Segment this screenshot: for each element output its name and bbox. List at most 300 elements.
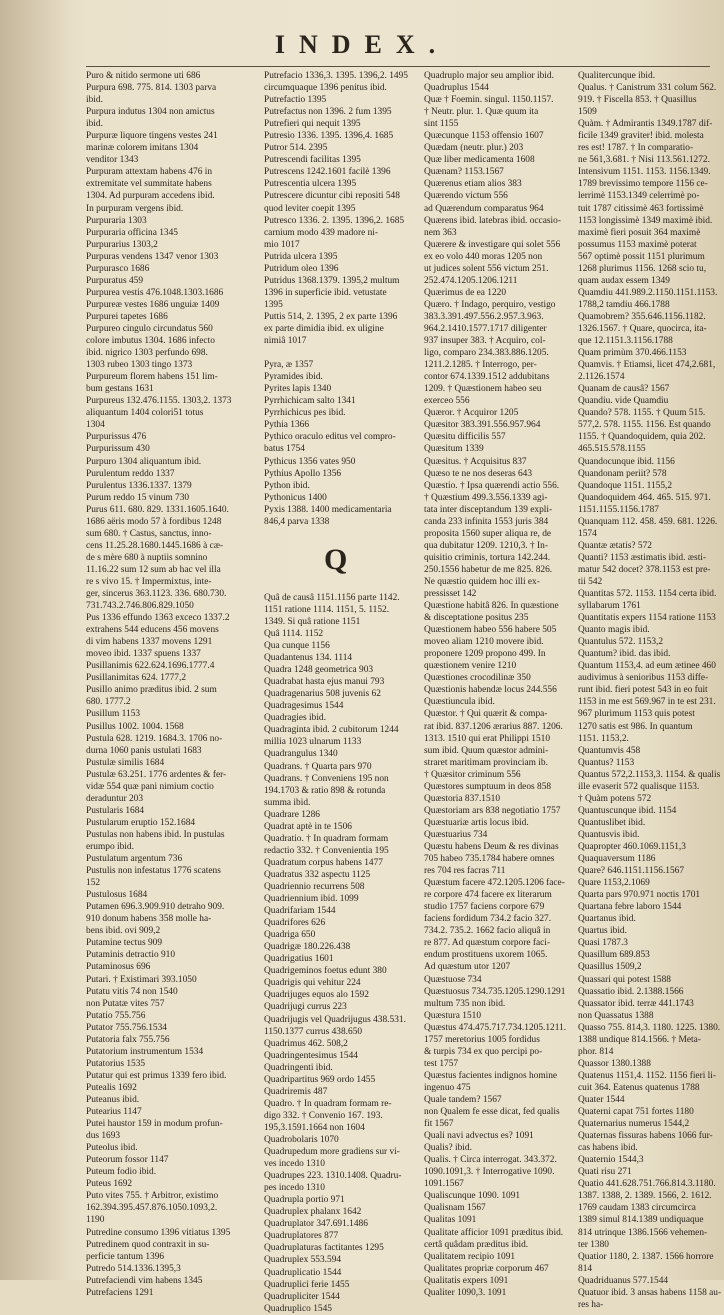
index-entry: Quadrimus 462. 508,2: [264, 1038, 348, 1049]
index-entry: Quanti? 1153 æstimatis ibid. æsti-: [578, 552, 707, 563]
index-entry: 577,2. 578. 1155. 1156. Est quando: [578, 420, 711, 431]
index-entry: Quærere & investigare qui solet 556: [424, 239, 561, 250]
index-entry: rat ibid. 837.1206 ærarius 887. 1206.: [424, 721, 563, 732]
index-entry: Quantitatis expers 1154 ratione 1153: [578, 613, 716, 624]
index-entry: mio 1017: [264, 239, 300, 250]
index-entry: Quadriduanus 577.1544: [578, 1275, 669, 1286]
index-entry: Pyrrhichicam salto 1341: [264, 396, 356, 407]
index-entry: Quadrupes 223. 1310.1408. Quadru-: [264, 1171, 402, 1182]
index-entry: Putrefactio 1395: [264, 95, 327, 106]
index-entry: 1509: [578, 107, 597, 118]
index-entry: [264, 347, 418, 359]
index-entry: Putari. † Existimari 393.1050: [86, 974, 197, 985]
index-entry: pressisset 142: [424, 589, 477, 600]
index-entry: Quadruplaturas factitantes 1295: [264, 1243, 384, 1254]
index-entry: de s mère 680 à nuptiis somnino: [86, 552, 208, 563]
index-entry: Putredine consumo 1396 vitiatus 1395: [86, 1227, 231, 1238]
index-entry: Pyra, æ 1357: [264, 360, 314, 371]
index-entry: Putaminis detractio 910: [86, 950, 176, 961]
index-entry: Quadrabat hasta ejus manui 793: [264, 677, 385, 688]
index-entry: Quaterni capat 751 fortes 1180: [578, 1107, 694, 1118]
index-entry: ter 1380: [578, 1239, 609, 1250]
index-entry: ingenuo 475: [424, 1082, 471, 1093]
index-entry: Putror 514. 2395: [264, 143, 328, 154]
index-entry: Pustulis non infestatus 1776 scatens: [86, 866, 221, 877]
index-entry: Quæstuariæ artis locus ibid.: [424, 817, 529, 828]
index-entry: Pythicus 1356 vates 950: [264, 456, 356, 467]
index-entry: Quæro. † Indago, perquiro, vestigo: [424, 299, 556, 310]
index-entry: Quadrigæ 180.226.438: [264, 942, 351, 953]
index-entry: Putatio 755.756: [86, 1010, 146, 1021]
index-entry: Pythonicus 1400: [264, 492, 327, 503]
index-entry: Quadrigeminos foetus edunt 380: [264, 966, 387, 977]
index-entry: audivimus à senioribus 1153 diffe-: [578, 673, 709, 684]
index-entry: Putrida ulcera 1395: [264, 251, 338, 262]
index-entry: non Qualem fe esse dicat, fed qualis: [424, 1107, 560, 1118]
index-entry: Pythia 1366: [264, 420, 310, 431]
index-entry: Quâ 1114. 1152: [264, 629, 324, 640]
index-entry: circumquaque 1396 penitus ibid.: [264, 83, 387, 94]
index-entry: Purpurissus 476: [86, 432, 147, 443]
index-entry: Intensivum 1151. 1153. 1156.1349.: [578, 167, 711, 178]
index-entry: 252.474.1205.1206.1211: [424, 275, 518, 286]
index-entry: Quamobrem? 355.646.1156.1182.: [578, 311, 706, 322]
index-entry: Quadraginta ibid. 2 cubitorum 1244: [264, 725, 399, 736]
index-entry: Pus 1336 effundo 1363 exceco 1337.2: [86, 613, 230, 624]
index-entry: Quæstione habitâ 826. In quæstione: [424, 601, 559, 612]
index-entry: Quarta pars 970.971 noctis 1701: [578, 890, 701, 901]
page-margin-shadow: [0, 0, 70, 1280]
index-entry: Quæstoriam ars 838 negotiatio 1757: [424, 805, 561, 816]
index-entry: 734.2. 735.2. 1662 facio aliquâ in: [424, 926, 551, 937]
index-entry: Quandoquidem 464. 465. 515. 971.: [578, 492, 711, 503]
index-entry: faciens fordidum 734.2 facio 327.: [424, 914, 552, 925]
index-entry: Quadrijugi currus 223: [264, 1002, 347, 1013]
index-entry: 1268 plurimus 1156. 1268 scio tu,: [578, 263, 707, 274]
index-entry: Quadrifores 626: [264, 918, 326, 929]
index-entry: Purpureus 132.476.1155. 1303,2. 1373: [86, 396, 232, 407]
index-entry: certâ quâdam præditus ibid.: [424, 1239, 529, 1250]
index-entry: Putresco 1336. 2. 1395. 1396,2. 1685: [264, 215, 405, 226]
section-letter-q: Q: [324, 542, 348, 576]
index-entry: Quæstores sumptuum in deos 858: [424, 781, 552, 792]
index-entry: Quænam? 1153.1567: [424, 167, 504, 178]
index-entry: Quadrigatius 1601: [264, 954, 334, 965]
index-entry: Qualitatis expers 1091: [424, 1275, 509, 1286]
index-column-1: [86, 70, 262, 1298]
index-entry: Quadruplici ferie 1455: [264, 1279, 350, 1290]
index-entry: 1211.2.1285. † Interrogo, per-: [424, 360, 537, 371]
index-entry: 1313. 1510 qui erat Philippi 1510: [424, 733, 551, 744]
index-entry: quod leviter coepit 1395: [264, 203, 356, 214]
index-entry: Purpura indutus 1304 non amictus: [86, 107, 215, 118]
index-entry: ad Quærendum comparatus 964: [424, 203, 544, 214]
index-entry: 910 donum habens 358 molle ha-: [86, 914, 212, 925]
index-entry: Quadrans. † Quarta pars 970: [264, 761, 372, 772]
index-entry: Quadruplatores 877: [264, 1231, 339, 1242]
index-column-4: [578, 70, 722, 1310]
index-entry: Quadantenus 134. 1114: [264, 653, 353, 664]
index-entry: vidæ 554 quæ pani nimium coctio: [86, 781, 214, 792]
index-entry: Puteorum fossor 1147: [86, 1155, 169, 1166]
index-entry: Quæstoria 837.1510: [424, 793, 501, 804]
index-entry: Puteum fodio ibid.: [86, 1167, 157, 1178]
index-entry: Quadringentesimus 1544: [264, 1050, 358, 1061]
index-entry: Quadrangulus 1340: [264, 749, 338, 760]
index-entry: carnium modo 439 madore ni-: [264, 227, 379, 238]
index-entry: Quasi 1787.3: [578, 938, 628, 949]
index-entry: Quadratum corpus habens 1477: [264, 857, 383, 868]
index-entry: Quantus? 1153: [578, 757, 635, 768]
index-entry: Putridus 1368.1379. 1395,2 multum: [264, 275, 400, 286]
index-entry: bum gestans 1631: [86, 384, 154, 395]
index-entry: 1151.1155.1156.1787: [578, 504, 659, 515]
index-entry: Putamen 696.3.909.910 detraho 909.: [86, 902, 225, 913]
index-entry: Pustularis 1684: [86, 805, 145, 816]
index-entry: Quater 1544: [578, 1094, 625, 1105]
index-entry: 814: [578, 1263, 593, 1274]
index-entry: Quando? 578. 1155. † Quum 515.: [578, 408, 706, 419]
index-entry: exerceo 556: [424, 396, 470, 407]
index-entry: † Neutr. plur. 1. Quæ quum ita: [424, 107, 539, 118]
index-entry: Pusillum 1153: [86, 709, 141, 720]
index-entry: Qualis? ibid.: [424, 1143, 472, 1154]
index-entry: 1757 meretorius 1005 fordidus: [424, 1034, 540, 1045]
index-entry: quæstionem venire 1210: [424, 661, 517, 672]
index-entry: res 704 res facras 711: [424, 866, 506, 877]
index-entry: ille evaserit 572 qualisque 1153.: [578, 781, 700, 792]
index-entry: 162.394.395.457.876.1050.1093,2.: [86, 1203, 218, 1214]
index-entry: Putresio 1336. 1395. 1396,4. 1685: [264, 131, 394, 142]
index-entry: 967 plurimum 1153 quis potest: [578, 709, 695, 720]
index-entry: Quatior 1180, 2. 1387. 1566 horrore: [578, 1251, 714, 1262]
index-entry: Purpuraria 1303: [86, 215, 147, 226]
index-entry: colore imbutus 1304. 1686 infecto: [86, 336, 215, 347]
index-entry: Quæstu habens Deum & res divinas: [424, 842, 559, 852]
index-entry: Puto vites 755. † Arbitror, existimo: [86, 1191, 219, 1202]
index-entry: 731.743.2.746.806.829.1050: [86, 601, 194, 612]
index-entry: bens ibid. ovi 909,2: [86, 926, 161, 937]
index-entry: Purum reddo 15 vinum 730: [86, 492, 190, 503]
index-entry: Python ibid.: [264, 480, 310, 491]
index-entry: Quasso 755. 814,3. 1180. 1225. 1380.: [578, 1022, 721, 1033]
index-entry: Quali navi advectus es? 1091: [424, 1131, 534, 1142]
index-entry: ibid.: [86, 119, 103, 130]
index-entry: Quâ de causâ 1151.1156 parte 1142.: [264, 592, 400, 603]
index-entry: Purpureum florem habens 151 lim-: [86, 372, 218, 383]
index-entry: 1190: [86, 1215, 105, 1226]
index-entry: Putrefaciens 1291: [86, 1287, 154, 1298]
index-entry: Quæ † Foemin. singul. 1150.1157.: [424, 95, 554, 106]
index-entry: perficie tantum 1396: [86, 1251, 165, 1262]
index-entry: & turpis 734 ex quo percipi po-: [424, 1046, 543, 1057]
index-entry: 964.2.1410.1577.1717 diligenter: [424, 323, 547, 334]
index-entry: quam audax essem 1349: [578, 275, 670, 286]
index-entry: 1789 brevissimo tempore 1156 ce-: [578, 179, 708, 190]
index-entry: Quadratio. † In quadram formam: [264, 833, 389, 844]
index-entry: † Quæsitor criminum 556: [424, 769, 521, 780]
index-entry: Purpuræ liquore tingens vestes 241: [86, 131, 218, 142]
index-entry: [264, 580, 418, 592]
index-entry: Putatorius 1535: [86, 1058, 146, 1069]
index-entry: 1788,2 tamdiu 466.1788: [578, 299, 670, 310]
index-entry: Quapropter 460.1069.1151,3: [578, 842, 686, 852]
index-entry: Putatoria falx 755.756: [86, 1034, 170, 1045]
index-entry: Qua cunque 1156: [264, 641, 330, 652]
index-entry: 937 insuper 383. † Acquiro, col-: [424, 336, 546, 347]
index-entry: [264, 528, 418, 540]
index-entry: Putrescendi facilitas 1395: [264, 155, 361, 166]
index-entry: 1270 satis est 986. In quantum: [578, 721, 693, 732]
index-entry: Qualitas 1091: [424, 1215, 477, 1226]
index-entry: 1151. 1153,2.: [578, 733, 629, 744]
index-entry: proposita 1560 super aliqua re, de: [424, 528, 552, 539]
index-entry: Putrefactus non 1396. 2 fum 1395: [264, 107, 392, 118]
index-entry: test 1757: [424, 1058, 459, 1069]
index-entry: Qualitatem recipio 1091: [424, 1251, 516, 1262]
index-entry: Pyramides ibid.: [264, 372, 323, 383]
index-entry: Purus 611. 680. 829. 1331.1605.1640.: [86, 504, 229, 515]
index-entry: durna 1060 panis ustulati 1683: [86, 745, 202, 756]
index-entry: Quadruplex 553.594: [264, 1255, 342, 1266]
index-entry: 1387. 1388, 2. 1389. 1566, 2. 1612.: [578, 1191, 712, 1202]
index-entry: moveo aliam 1210 movere ibid.: [424, 637, 544, 648]
index-entry: Quædam (neutr. plur.) 203: [424, 143, 524, 154]
index-entry: Putaminosus 696: [86, 962, 151, 973]
index-entry: erumpo ibid.: [86, 842, 134, 852]
index-entry: 814 utrinque 1386.1566 vehemen-: [578, 1227, 708, 1238]
index-entry: Quantum 1153,4. ad eum ætinee 460: [578, 661, 716, 672]
index-entry: Purpuro 1304 aliquantum ibid.: [86, 456, 202, 467]
index-entry: marinæ colorem imitans 1304: [86, 143, 199, 154]
index-entry: Pustulatum argentum 736: [86, 854, 183, 865]
index-entry: Qualis. † Circa interrogat. 343.372.: [424, 1155, 557, 1166]
index-entry: 1303 rubeo 1303 tingo 1373: [86, 360, 193, 371]
index-entry: Purpurarius 1303,2: [86, 239, 158, 250]
index-entry: Quæstionis habendæ locus 244.556: [424, 685, 557, 696]
index-entry: Quantitas 572. 1153. 1154 certa ibid.: [578, 589, 717, 600]
index-entry: 705 habeo 735.1784 habere omnes: [424, 854, 555, 865]
index-entry: Quadrijugis vel Quadrijugus 438.531.: [264, 1014, 406, 1025]
index-entry: Pustulosus 1684: [86, 890, 148, 901]
index-entry: & disceptatione positus 235: [424, 613, 529, 624]
index-entry: tii 542: [578, 576, 603, 587]
index-entry: studio 1757 faciens corpore 679: [424, 902, 545, 913]
index-entry: Quare? 646.1151.1156.1567: [578, 866, 685, 877]
index-entry: Quandocunque ibid. 1156: [578, 456, 675, 467]
index-entry: Quæstuarius 734: [424, 829, 488, 840]
index-entry: Putatur qui est primus 1339 fero ibid.: [86, 1070, 227, 1081]
index-entry: Quadragesimus 1544: [264, 701, 344, 712]
index-entry: Quartus ibid.: [578, 926, 627, 937]
index-entry: Pustula 628. 1219. 1684.3. 1706 no-: [86, 733, 223, 744]
index-entry: Purpureo cingulo circundatus 560: [86, 323, 213, 334]
index-entry: 1574: [578, 528, 597, 539]
index-entry: Quæstiones crocodilinæ 350: [424, 673, 531, 684]
index-entry: Purpurea vestis 476.1048.1303.1686: [86, 287, 224, 298]
index-entry: 567 optimè possit 1151 plurimum: [578, 251, 705, 262]
index-entry: Quaternas fissuras habens 1066 fur-: [578, 1131, 713, 1142]
index-entry: Quærimus de ea 1220: [424, 287, 507, 298]
index-entry: Quantulus 572. 1153,2: [578, 637, 664, 648]
index-entry: Quærens ibid. latebras ibid. occasio-: [424, 215, 561, 226]
index-entry: 1686 aëris modo 57 à fordibus 1248: [86, 516, 222, 527]
index-entry: 1304: [86, 420, 105, 431]
index-entry: Putatu vitis 74 non 1540: [86, 986, 178, 997]
index-entry: Pustularum eruptio 152.1684: [86, 817, 196, 828]
index-entry: 250.1556 habetur de me 825. 826.: [424, 564, 553, 575]
index-entry: 1326.1567. † Quare, quocirca, ita-: [578, 323, 707, 334]
index-entry: Qualitercunque ibid.: [578, 71, 656, 81]
index-entry: 195,3.1591.1664 non 1604: [264, 1122, 365, 1133]
index-entry: Puteanus ibid.: [86, 1094, 140, 1105]
index-entry: Quæ liber medicamenta 1608: [424, 155, 535, 166]
index-entry: Ad quæstum utor 1207: [424, 962, 511, 973]
index-entry: Quantus 572,2.1153,3. 1154. & qualis: [578, 769, 721, 780]
index-entry: Quanam de causâ? 1567: [578, 384, 670, 395]
index-entry: Quaquaversum 1186: [578, 854, 656, 865]
index-entry: moveo ibid. 1337 spuens 1337: [86, 649, 201, 660]
index-entry: † Quæstium 499.3.556.1339 agi-: [424, 492, 548, 503]
index-entry: Qualisnam 1567: [424, 1203, 486, 1214]
index-entry: ex parte dimidia ibid. ex uligine: [264, 323, 384, 334]
index-entry: Quamvis. † Etiamsi, licet 474,2.681,: [578, 360, 716, 371]
page-title: INDEX.: [274, 30, 450, 59]
index-entry: cas habens ibid.: [578, 1143, 638, 1154]
index-entry: Quadrifariam 1544: [264, 906, 336, 917]
index-entry: ibid. nigrico 1303 perfundo 698.: [86, 348, 208, 359]
index-entry: Pustulas non habens ibid. In pustulas: [86, 829, 225, 840]
index-entry: Quadriremis 487: [264, 1086, 328, 1097]
index-entry: Quadrat aptè in te 1506: [264, 821, 352, 832]
index-entry: aliquantum 1404 colori51 totus: [86, 408, 204, 419]
index-entry: 1395: [264, 299, 283, 310]
index-entry: Puttis 514, 2. 1395, 2 ex parte 1396: [264, 311, 398, 322]
index-entry: 1150.1377 currus 438.650: [264, 1026, 363, 1037]
index-entry: Pustulæ similis 1684: [86, 757, 165, 768]
index-entry: Quaternarius numerus 1544,2: [578, 1119, 690, 1130]
index-entry: Quandoque 1151. 1155,2: [578, 480, 673, 491]
index-entry: Quadripartitus 969 ordo 1455: [264, 1074, 376, 1085]
index-entry: Putrescere dicuntur cibi repositi 548: [264, 191, 400, 202]
index-entry: 680. 1777.2: [86, 697, 131, 708]
index-entry: Quadruplicatio 1544: [264, 1267, 342, 1278]
index-entry: Quadruplator 347.691.1486: [264, 1219, 368, 1230]
index-entry: Quadra 1248 geometrica 903: [264, 665, 374, 676]
index-entry: Purpuram attextam habens 476 in: [86, 167, 213, 178]
index-entry: Quanquam 112. 458. 459. 681. 1226.: [578, 516, 718, 527]
index-entry: Purpurasco 1686: [86, 263, 150, 274]
index-entry: Quandonam periit? 578: [578, 468, 667, 479]
index-entry: non Quassatus 1388: [578, 1010, 654, 1021]
index-entry: Quale tandem? 1567: [424, 1094, 502, 1105]
index-entry: Quatenus 1151,4. 1152. 1156 fieri li-: [578, 1070, 716, 1081]
index-entry: 11.16.22 sum 12 sum ab hac vel illa: [86, 564, 221, 575]
index-entry: syllabarum 1761: [578, 601, 641, 612]
index-entry: di vim habens 1337 movens 1291: [86, 637, 213, 648]
index-entry: Quadrupla portio 971: [264, 1195, 345, 1206]
index-entry: Quadruplico 1545: [264, 1303, 332, 1314]
index-entry: sint 1155: [424, 119, 459, 130]
index-entry: Pyxis 1388. 1400 medicamentaria: [264, 504, 392, 515]
index-entry: Ne quæstio quidem hoc illi ex-: [424, 576, 540, 587]
index-entry: 383.3.391.497.556.2.957.3.963.: [424, 311, 544, 322]
index-entry: ves incedo 1310: [264, 1159, 325, 1170]
index-entry: 846,4 parva 1338: [264, 516, 330, 527]
index-entry: dus 1693: [86, 1131, 121, 1142]
index-entry: canda 233 infinita 1553 juris 384: [424, 516, 549, 527]
index-entry: Purulentum reddo 1337: [86, 468, 175, 479]
index-entry: digo 332. † Convenio 167. 193.: [264, 1110, 383, 1121]
index-entry: Puro & nitido sermone uti 686: [86, 71, 201, 81]
index-entry: Quæsitu difficilis 557: [424, 432, 506, 443]
index-entry: straret maritimam provinciam ib.: [424, 757, 548, 768]
index-entry: Quantuslibet ibid.: [578, 817, 646, 828]
index-entry: Quadro. † In quadram formam re-: [264, 1098, 392, 1109]
index-entry: Pusillanimis 622.624.1696.1777.4: [86, 661, 215, 672]
index-entry: Quantuscunque ibid. 1154: [578, 805, 677, 816]
index-entry: sum ibid. Quum quæstor admini-: [424, 745, 549, 756]
index-entry: Quadratus 332 aspectu 1125: [264, 869, 371, 880]
index-entry: 2.1126.1574: [578, 372, 625, 383]
index-entry: Quæstus 474.475.717.734.1205.1211.: [424, 1022, 567, 1033]
index-entry: qua dubitatur 1209. 1210,3. † In-: [424, 540, 548, 551]
index-entry: Quassor 1380.1388: [578, 1058, 651, 1069]
index-entry: 1090.1091,3. † Interrogative 1090.: [424, 1167, 555, 1178]
index-entry: matur 542 docet? 378.1153 est pre-: [578, 564, 711, 575]
index-entry: possumus 1153 maximè poterat: [578, 239, 697, 250]
index-entry: Quæcunque 1153 offensio 1607: [424, 131, 544, 142]
index-entry: Quadrans. † Conveniens 195 non: [264, 773, 389, 784]
index-entry: Quàm. † Admirantis 1349.1787 dif-: [578, 119, 713, 130]
index-entry: Pusillo animo præditus ibid. 2 sum: [86, 685, 217, 696]
index-entry: 1769 caudam 1383 circumcirca: [578, 1203, 696, 1214]
index-entry: Quærendo victum 556: [424, 191, 508, 202]
index-entry: millia 1023 ulnarum 1133: [264, 737, 362, 748]
index-entry: Quadriennium ibid. 1099: [264, 894, 359, 905]
index-entry: Putridum oleo 1396: [264, 263, 339, 274]
index-entry: Quæsitum 1339: [424, 444, 484, 455]
index-entry: Quæstor. † Qui quærit & compa-: [424, 709, 548, 720]
index-entry: Quartana febre laboro 1544: [578, 902, 682, 913]
index-entry: Quadrigis qui vehitur 224: [264, 978, 361, 989]
index-entry: non Putatæ vites 757: [86, 998, 165, 1009]
index-entry: Quadrobolaris 1070: [264, 1134, 339, 1145]
index-entry: fit 1567: [424, 1119, 454, 1130]
index-entry: Putatorium instrumentum 1534: [86, 1046, 204, 1057]
index-entry: Quantumvis 458: [578, 745, 641, 756]
index-entry: res ha-: [578, 1299, 604, 1310]
index-entry: quisitio criminis, tortura 142.244.: [424, 552, 551, 563]
index-entry: ficile 1349 graviter! ibid. molesta: [578, 131, 704, 142]
index-entry: 1153 in me est 569.967 in te est 231.: [578, 697, 716, 708]
index-entry: 1388 undique 814.1566. † Meta-: [578, 1034, 701, 1045]
index-entry: Putealis 1692: [86, 1082, 137, 1093]
index-entry: nimiâ 1017: [264, 336, 307, 347]
index-entry: 1151 ratione 1114. 1151, 5. 1152.: [264, 604, 390, 615]
index-entry: Quadriennio recurrens 508: [264, 882, 365, 892]
index-entry: Puteus 1692: [86, 1179, 133, 1190]
index-entry: runt ibid. fieri potest 543 in eo fuit: [578, 685, 708, 696]
index-entry: Quadruplo major seu amplior ibid.: [424, 71, 554, 81]
index-entry: Quadruplus 1544: [424, 83, 489, 94]
index-entry: Quadragenarius 508 juvenis 62: [264, 689, 381, 700]
index-entry: summa ibid.: [264, 797, 311, 808]
index-entry: endum prostituens uxorem 1065.: [424, 950, 548, 961]
index-entry: Quadrupedum more gradiens sur vi-: [264, 1147, 400, 1158]
index-entry: Qualus. † Canistrum 331 colum 562.: [578, 83, 717, 94]
index-entry: 1209. † Quæstionem habeo seu: [424, 384, 542, 395]
